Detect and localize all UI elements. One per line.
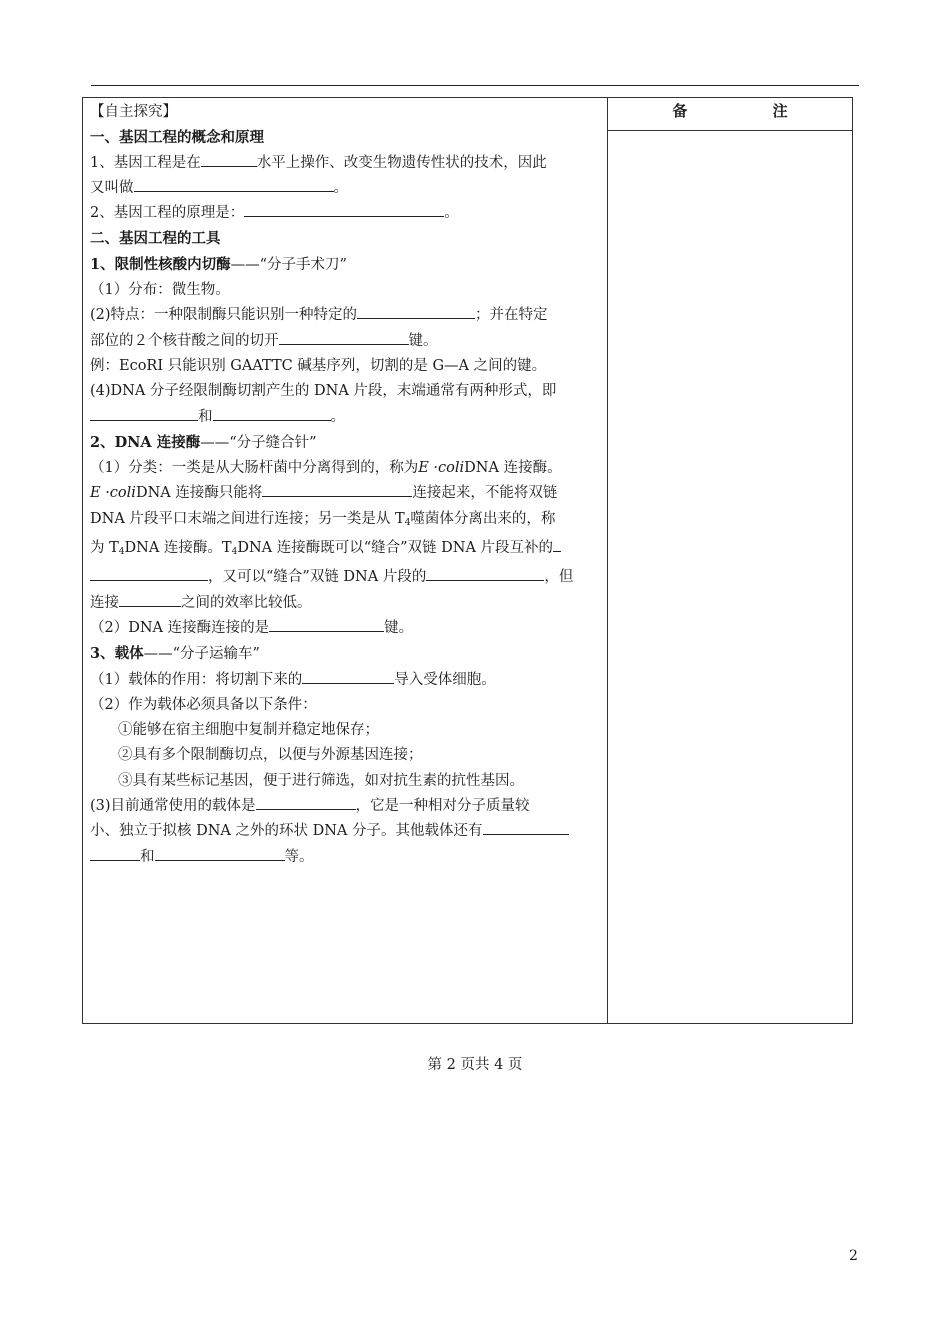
tool3-p5 [90, 845, 602, 870]
tool2-heading [90, 430, 602, 456]
tool3-p4 [90, 819, 602, 844]
tool2-p6 [90, 591, 602, 616]
tool1-p2-b: ；并在特定 [475, 307, 548, 324]
tool1-title: 1、限制性核酸内切酶 [90, 255, 231, 273]
worksheet-content [90, 100, 602, 870]
tool3-p3-a: (3)目前通常使用的载体是 [90, 798, 256, 815]
section-tag [90, 100, 602, 125]
answer-blank[interactable] [244, 202, 444, 217]
tool2-p3 [90, 507, 602, 536]
tool2-p5-b: ，但 [544, 569, 574, 586]
answer-blank[interactable] [357, 304, 475, 319]
tool2-p2 [90, 481, 602, 506]
tool3-p1 [90, 668, 602, 693]
tool2-p4-b: DNA 连接酶。T [124, 540, 232, 557]
tool1-p5-a: 和 [198, 408, 213, 425]
s1-line1-b: 水平上操作、改变生物遗传性状的技术，因此 [256, 154, 547, 171]
s1-line2-a: 又叫做 [90, 179, 134, 196]
tool3-condition-2: ②具有多个限制酶切点，以便与外源基因连接； [118, 747, 423, 764]
tool2-p2-b: 连接起来，不能将双链 [412, 485, 558, 502]
ecoli-term: E ·coli [90, 485, 136, 502]
tool3-p2: （2）作为载体必须具备以下条件： [90, 696, 317, 713]
tool2-p6-b: 之间的效率比较低。 [181, 594, 312, 611]
s1-line1 [90, 151, 602, 176]
t4-subscript: 4 [404, 517, 411, 528]
section1-title: 一、基因工程的概念和原理 [90, 129, 264, 147]
tool2-title: 2、DNA 连接酶 [90, 433, 201, 451]
tool1-alias: ——“分子手术刀” [230, 256, 347, 273]
tool2-p7-a: （2）DNA 连接酶连接的是 [90, 619, 270, 636]
tool2-p4-c: DNA 连接酶既可以“缝合”双链 DNA 片段互补的 [237, 540, 554, 557]
answer-blank[interactable] [155, 846, 285, 861]
s1-line2-b: 。 [333, 179, 348, 196]
tool1-p4: (4)DNA 分子经限制酶切割产生的 DNA 片段，末端通常有两种形式，即 [90, 383, 557, 400]
tool1-heading [90, 252, 602, 278]
answer-blank[interactable] [119, 592, 181, 607]
tool3-heading [90, 641, 602, 667]
tool2-p2-a: DNA 连接酶只能将 [135, 485, 263, 502]
tool3-p1-b: 导入受体细胞。 [394, 671, 496, 688]
tool3-condition-3: ③具有某些标记基因，便于进行筛选，如对抗生素的抗性基因。 [118, 772, 524, 789]
answer-blank[interactable] [426, 566, 544, 581]
tool1-p2 [90, 303, 602, 328]
tool3-p1-a: （1）载体的作用：将切割下来的 [90, 671, 303, 688]
tool3-p4-a: 小、独立于拟核 DNA 之外的环状 DNA 分子。其他载体还有 [90, 823, 483, 840]
tool3-condition-1: ①能够在宿主细胞中复制并稳定地保存； [118, 722, 379, 739]
notes-column-header: 备 注 [672, 102, 828, 120]
tool2-p4 [90, 536, 602, 565]
answer-blank[interactable] [269, 617, 384, 632]
answer-blank[interactable] [256, 795, 356, 810]
tool1-p2-a: (2)特点：一种限制酶只能识别一种特定的 [90, 307, 358, 324]
s1-line3 [90, 201, 602, 226]
tool2-p1-b: DNA 连接酶。 [464, 460, 562, 477]
tool3-title: 3、载体 [90, 645, 144, 663]
tool2-p1 [90, 456, 602, 481]
tool1-p3-a: 部位的２个核苷酸之间的切开 [90, 332, 279, 349]
tool2-p5-a: ，又可以“缝合”双链 DNA 片段的 [208, 569, 427, 586]
answer-blank[interactable] [90, 846, 140, 861]
answer-blank[interactable] [201, 152, 257, 167]
tool2-p7 [90, 616, 602, 641]
section-tag-text: 【自主探究】 [90, 104, 177, 120]
tool1-p5-b: 。 [330, 408, 345, 425]
tool2-p6-a: 连接 [90, 594, 119, 611]
s1-line2 [90, 176, 602, 201]
tool2-p1-a: （1）分类：一类是从大肠杆菌中分离得到的，称为 [90, 460, 419, 477]
answer-blank[interactable] [90, 566, 208, 581]
page-footer: 第 2 页共 4 页 [427, 1057, 523, 1073]
tool2-p3-b: 噬菌体分离出来的，称 [410, 510, 556, 527]
s1-line3-b: 。 [444, 205, 459, 222]
tool2-p7-b: 键。 [384, 619, 414, 636]
tool3-p3 [90, 794, 602, 819]
page-number: 2 [849, 1248, 858, 1264]
s1-line3-a: 2、基因工程的原理是： [90, 205, 245, 222]
t4-subscript: 4 [231, 547, 238, 558]
tool3-p5-b: 等。 [284, 848, 314, 865]
answer-blank[interactable] [483, 820, 569, 835]
tool2-p4-a: 为 T [90, 540, 119, 557]
tool1-p3 [90, 329, 602, 354]
answer-blank[interactable] [134, 177, 334, 192]
notes-header-divider [607, 130, 853, 131]
answer-blank[interactable] [213, 406, 331, 421]
tool1-example: 例：EcoRI 只能识别 GAATTC 碱基序列，切割的是 G—A 之间的键。 [90, 357, 547, 374]
ecoli-term: E ·coli [418, 460, 465, 477]
tool2-p3-a: DNA 片段平口末端之间进行连接；另一类是从 T [90, 510, 405, 527]
t4-subscript: 4 [118, 547, 125, 558]
answer-blank[interactable] [90, 406, 198, 421]
answer-blank[interactable] [302, 669, 394, 684]
s1-line1-a: 1、基因工程是在 [90, 154, 201, 171]
tool1-p1: （1）分布：微生物。 [90, 282, 230, 299]
tool3-p3-b: ，它是一种相对分子质量较 [355, 798, 530, 815]
tool3-alias: ——“分子运输车” [143, 646, 260, 663]
answer-blank[interactable] [279, 330, 409, 345]
tool2-p5 [90, 565, 602, 590]
tool1-p5 [90, 405, 602, 430]
answer-blank[interactable] [262, 482, 412, 497]
tool2-alias: ——“分子缝合针” [200, 434, 317, 451]
tool1-p3-b: 键。 [408, 332, 438, 349]
section2-title: 二、基因工程的工具 [90, 230, 221, 248]
answer-blank[interactable] [553, 537, 561, 552]
column-divider [607, 97, 608, 1024]
tool3-p5-a: 和 [140, 848, 155, 865]
header-rule [91, 85, 859, 86]
